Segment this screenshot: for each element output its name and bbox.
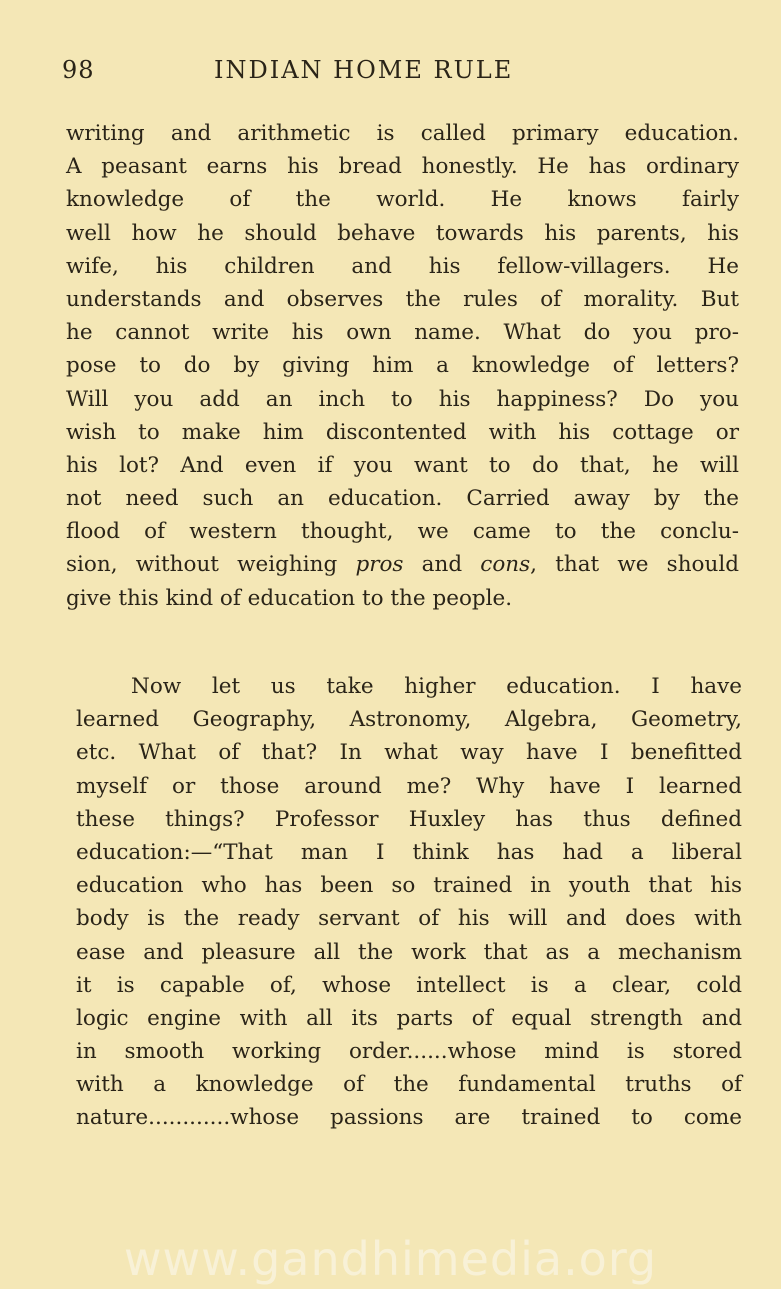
text-line: logic engine with all its parts of equal strength and [76, 1005, 742, 1031]
text-line: understands and observes the rules of morality. But [66, 286, 739, 312]
text-line: in smooth working order......whose mind is stored [76, 1039, 742, 1065]
text-line: give this kind of education to the people. [66, 585, 513, 611]
italic-term-pros: pros [355, 552, 404, 578]
text-line: education:—“That man I think has had a liberal [76, 839, 742, 865]
text-line: wife, his children and his fellow-villagers. He [66, 253, 739, 279]
text-line: learned Geography, Astronomy, Algebra, Geometry, [76, 707, 742, 733]
paragraph-higher-education [76, 670, 742, 1135]
text-line: pose to do by giving him a knowledge of letters? [66, 353, 739, 379]
text-segment: , that we should [530, 552, 739, 578]
text-line: it is capable of, whose intellect is a clear, cold [76, 972, 742, 998]
text-line: ease and pleasure all the work that as a mechanism [76, 939, 742, 965]
text-line: well how he should behave towards his parents, his [66, 220, 739, 246]
text-segment: and [403, 552, 481, 578]
text-line: nature............whose passions are trained to come [76, 1105, 742, 1131]
text-line: his lot? And even if you want to do that, he will [66, 452, 739, 478]
watermark: www.gandhimedia.org [123, 1232, 658, 1286]
text-line: Now let us take higher education. I have [131, 674, 742, 699]
text-line: not need such an education. Carried away by the [66, 486, 739, 512]
text-line: A peasant earns his bread honestly. He has ordinary [66, 154, 739, 180]
text-line: Will you add an inch to his happiness? Do you [66, 386, 739, 412]
text-line: he cannot write his own name. What do you pro- [66, 320, 739, 346]
text-line: myself or those around me? Why have I learned [76, 773, 742, 799]
italic-term-cons: cons [480, 552, 531, 578]
text-line: writing and arithmetic is called primary education. [66, 121, 739, 146]
text-line: with a knowledge of the fundamental truths of [76, 1072, 742, 1098]
paragraph-primary-education [66, 117, 739, 615]
text-line-pros-cons [66, 548, 739, 581]
text-line: etc. What of that? In what way have I benefitted [76, 740, 742, 766]
text-line: education who has been so trained in youth that his [76, 873, 742, 899]
running-title: INDIAN HOME RULE [214, 56, 514, 84]
text-line: flood of western thought, we came to the conclu- [66, 519, 739, 545]
text-segment: sion, without weighing [66, 552, 356, 578]
page-header [62, 56, 752, 88]
text-line: wish to make him discontented with his cottage or [66, 419, 739, 445]
text-line: these things? Professor Huxley has thus defined [76, 806, 742, 832]
text-line: body is the ready servant of his will and does with [76, 906, 742, 932]
text-line: knowledge of the world. He knows fairly [66, 187, 739, 213]
page-number: 98 [62, 56, 95, 84]
